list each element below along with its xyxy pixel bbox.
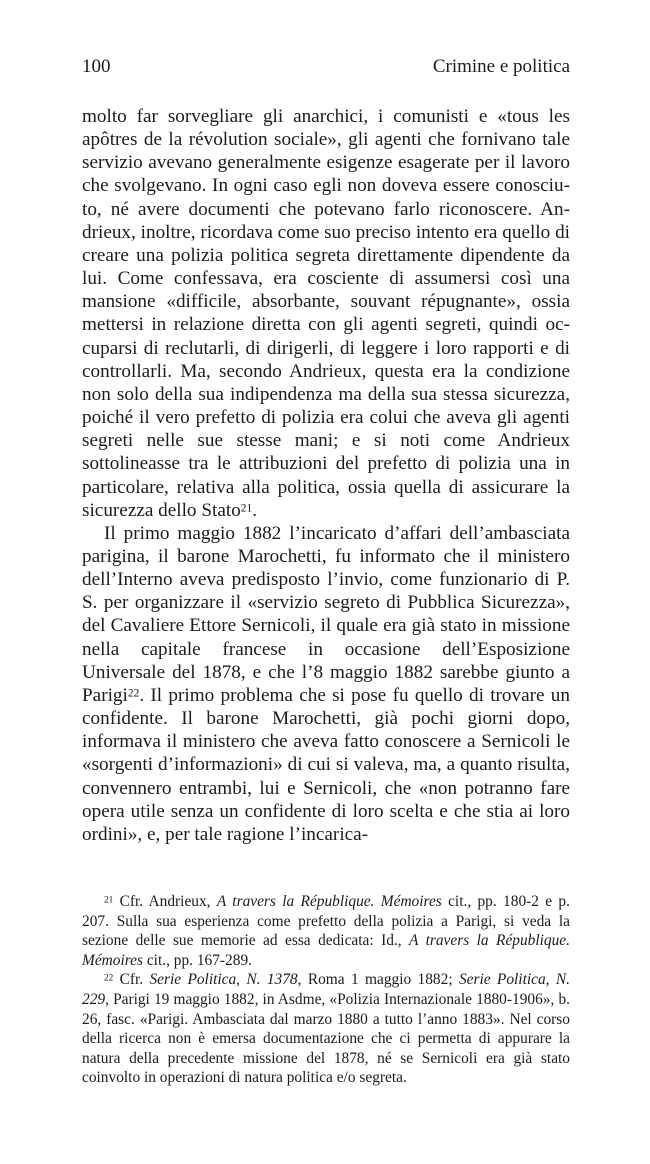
paragraph-1-end: . — [252, 499, 258, 521]
paragraph-2 — [82, 522, 570, 846]
footnote-22-text: , Parigi 19 maggio 1882, in Asdme, «Polizia Internazionale 1880-1906», b. 26, fasc. «Parigi. Ambasciata dal marzo 1880 a tutto l’anno 1883». Nel corso della ricerca non è emersa documentazione che ci permetta di appurare la natura della precedente missione del 1878, né se Sernicoli era già stato coinvolto in operazioni di natura politica e/o segreta. — [82, 990, 570, 1087]
footnote-22-text: , Roma 1 maggio 1882; — [297, 971, 459, 989]
footnote-21-title: A travers la République. Mémoires — [82, 932, 570, 969]
footnote-21-text: cit., pp. 180-2 e p. 207. Sulla sua esperienza come prefetto della polizia a Parigi, si veda la sezione delle sue memorie ad essa dedicata: Id., — [82, 893, 570, 950]
footnote-22-source: Serie Politica, N. 1378 — [149, 971, 298, 989]
paragraph-2-end: . Il primo problema che si pose fu quello di trovare un confidente. Il barone Marochetti, già pochi giorni dopo, informava il ministero che aveva fatto conoscere a Sernicoli le «sorgenti d’informazioni» di cui si valeva, ma, a quanto risulta, convennero entrambi, lui e Sernicoli, che «non potranno fare opera utile senza un confidente di loro scelta e che stia ai loro ordini», e, per tale ragione l’incarica- — [82, 684, 570, 845]
footnote-22 — [82, 970, 570, 1088]
running-title: Crimine e politica — [432, 56, 570, 77]
footnote-ref-21[interactable]: 21 — [240, 502, 253, 515]
footnote-21-text: Cfr. Andrieux, — [119, 893, 217, 910]
footnote-21 — [82, 892, 570, 970]
page-number: 100 — [82, 56, 111, 77]
footnote-number-22: 22 — [104, 972, 114, 983]
paragraph-2-text: Il primo maggio 1882 l’incaricato d’affari dell’ambasciata parigina, il barone Marochetti, fu informato che il ministero dell’Interno aveva predisposto l’invio, come funzionario di P. S. per organizzare il «servizio segreto di Pubblica Sicurezza», del Cavaliere Ettore Sernicoli, il quale era già stato in missione nella capitale francese in occasione dell’Esposizione Universale del 1878, e che l’8 maggio 1882 sarebbe giunto a Parigi — [82, 522, 570, 706]
footnote-22-source: Serie Politica, N. 229 — [82, 971, 570, 1008]
footnote-21-text: cit., pp. 167-289. — [142, 951, 252, 969]
paragraph-1 — [82, 105, 570, 522]
footnotes — [82, 892, 570, 1088]
page-header — [82, 54, 570, 84]
footnote-ref-22[interactable]: 22 — [127, 687, 140, 700]
footnote-number-21: 21 — [104, 894, 114, 905]
paragraph-1-text: molto far sorvegliare gli anarchici, i comunisti e «tous les apôtres de la révolution sociale», gli agenti che fornivano tale servizio avevano generalmente esigenze esagerate per il lavoro che svolgevano. In ogni caso egli non doveva essere conosciuto, né avere documenti che potevano farlo riconoscere. Andrieux, inoltre, ricordava come suo preciso intento era quello di creare una polizia politica segreta direttamente dipendente da lui. Come confessava, era cosciente di assumersi così una mansione «difficile, absorbante, souvant répugnante», ossia mettersi in relazione diretta con gli agenti segreti, quindi occuparsi di reclutarli, di dirigerli, di leggere i loro rapporti e di controllarli. Ma, secondo Andrieux, questa era la condizione non solo della sua indipendenza ma della sua stessa sicurezza, poiché il vero prefetto di polizia era colui che aveva gli agenti segreti nelle sue stesse mani; e si noti come Andrieux sottolineasse tra le attribuzioni del prefetto di polizia una in particolare, relativa alla politica, ossia quella di assicurare la sicurezza dello Stato — [82, 106, 570, 521]
body-text — [82, 105, 570, 846]
footnote-21-title: A travers la République. Mémoires — [216, 893, 442, 910]
footnote-22-text: Cfr. — [119, 971, 150, 989]
